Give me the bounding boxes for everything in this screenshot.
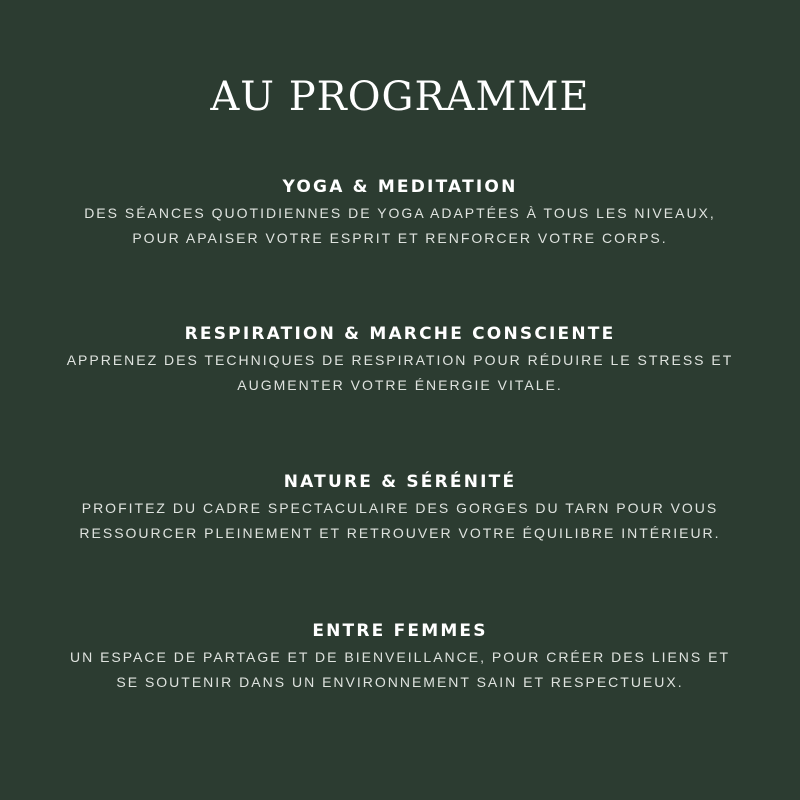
page-title: AU PROGRAMME bbox=[210, 74, 590, 120]
section-nature-serenite bbox=[0, 470, 800, 546]
section-heading: RESPIRATION & MARCHE CONSCIENTE bbox=[184, 324, 616, 344]
section-heading: ENTRE FEMMES bbox=[312, 621, 488, 641]
section-description bbox=[0, 348, 800, 398]
section-respiration-marche bbox=[0, 322, 800, 398]
section-entre-femmes bbox=[0, 619, 800, 695]
description-line: SE SOUTENIR DANS UN ENVIRONNEMENT SAIN ET RESPECTUEUX. bbox=[116, 674, 684, 690]
description-line: APPRENEZ DES TECHNIQUES DE RESPIRATION POUR RÉDUIRE LE STRESS ET bbox=[66, 352, 734, 368]
section-heading: NATURE & SÉRÉNITÉ bbox=[283, 472, 517, 492]
description-line: DES SÉANCES QUOTIDIENNES DE YOGA ADAPTÉES À TOUS LES NIVEAUX, bbox=[84, 205, 716, 221]
section-description bbox=[0, 201, 800, 251]
section-description bbox=[0, 645, 800, 695]
description-line: RESSOURCER PLEINEMENT ET RETROUVER VOTRE ÉQUILIBRE INTÉRIEUR. bbox=[79, 525, 721, 541]
description-line: PROFITEZ DU CADRE SPECTACULAIRE DES GORGES DU TARN POUR VOUS bbox=[81, 500, 719, 516]
section-description bbox=[0, 496, 800, 546]
section-heading: YOGA & MEDITATION bbox=[282, 177, 518, 197]
section-yoga-meditation bbox=[0, 175, 800, 251]
description-line: POUR APAISER VOTRE ESPRIT ET RENFORCER VOTRE CORPS. bbox=[132, 230, 668, 246]
description-line: UN ESPACE DE PARTAGE ET DE BIENVEILLANCE, POUR CRÉER DES LIENS ET bbox=[69, 649, 731, 665]
description-line: AUGMENTER VOTRE ÉNERGIE VITALE. bbox=[237, 377, 563, 393]
